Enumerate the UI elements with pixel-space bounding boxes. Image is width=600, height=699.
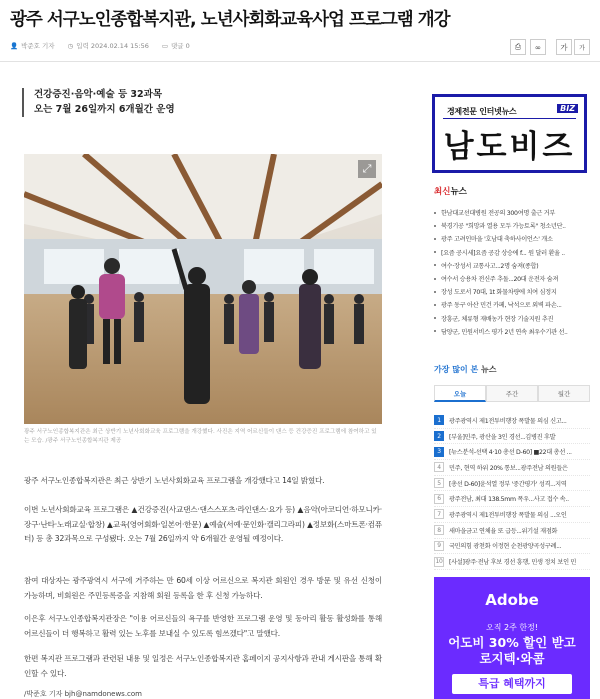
latest-news-item[interactable]: 광주 동구 아산 민건 카페, 낙석으로 외벽 파손... [434, 298, 590, 311]
ad-promo-line: 오직 2주 한정! [485, 623, 539, 632]
link-icon: ∞ [534, 42, 542, 52]
rank-number: 2 [434, 431, 444, 441]
rank-number: 7 [434, 509, 444, 519]
article-paragraph-1: 광주 서구노인종합복지관은 최근 상반기 노년사회화교육 프로그램을 개강했다고 14일 밝혔다. [24, 476, 325, 485]
ranked-news-item[interactable] [434, 413, 590, 429]
zoom-icon[interactable]: ⤢ [358, 160, 376, 178]
ranked-news-item[interactable] [434, 539, 590, 555]
ad-headline [434, 635, 590, 667]
article-meta [10, 41, 190, 50]
rank-number: 5 [434, 478, 444, 488]
ranked-news-item[interactable] [434, 444, 590, 460]
latest-news-item[interactable]: 여수서 승용차 전신주 추돌...20대 운전자 숨져 [434, 272, 590, 285]
ad-cta-button[interactable]: 특급 혜택까지 [452, 674, 572, 694]
latest-news-item[interactable]: 한남대교선대병원 전공의 300여명 출근 거부 [434, 206, 590, 219]
ranked-news-item[interactable] [434, 554, 590, 570]
ranked-news-title: [사설]광주·전남 후보 경선 흥행, 민생 정치 보인 민 [449, 559, 577, 567]
ad-headline-2: 로지텍·와콤 [479, 651, 545, 666]
font-large-label: 가 [560, 42, 568, 52]
rank-number: 8 [434, 525, 444, 535]
font-enlarge-button[interactable] [556, 39, 572, 55]
font-reduce-button[interactable] [574, 39, 590, 55]
article-paragraph-4: 이은후 서구노인종합복지관장은 "이용 어르신들의 욕구를 반영한 프로그램 운영 및 동아리 활동 활성화를 통해 어르신들이 더 행복하고 활력 있는 노후를 보내실 수 있도록 힘쓰겠다"고 말했다. [24, 614, 382, 638]
rank-number: 6 [434, 494, 444, 504]
copy-link-button[interactable] [530, 39, 546, 55]
ranked-news-item[interactable] [434, 523, 590, 539]
comment-count[interactable] [162, 41, 190, 50]
rank-number: 1 [434, 415, 444, 425]
reporter-info[interactable] [10, 41, 55, 50]
popular-news-list [434, 413, 590, 570]
ranked-news-item[interactable] [434, 460, 590, 476]
popular-news-heading [434, 364, 496, 375]
latest-news-item[interactable]: 장흥군, 체류형 재배농가 현장 기술지원 추진 [434, 312, 590, 325]
latest-news-item[interactable]: [요즘 공시세]요즘 공감 상승에 f... 원 달러 환율 .. [434, 246, 590, 259]
popular-heading-text: 뉴스 [481, 365, 497, 374]
comment-text: 댓글 0 [171, 42, 190, 50]
clock-icon: ◷ [67, 41, 74, 50]
ranked-news-title: [총선 D-60]윤석열 정부 '중간평가' 성격...지역 [449, 480, 567, 488]
subtitle-line-2: 오는 7월 26일까지 6개월간 운영 [34, 103, 175, 115]
user-icon: 👤 [10, 41, 19, 50]
article-header [0, 0, 600, 62]
ranked-news-item[interactable] [434, 476, 590, 492]
banner-tagline: 경제전문 인터넷뉴스 [447, 107, 517, 116]
date-text: 입력 2024.02.14 15:56 [76, 42, 149, 50]
latest-news-item[interactable]: 광주 고려인마을 '호남대 축하사이언스' 개소 [434, 232, 590, 245]
rank-number: 10 [435, 558, 443, 566]
print-button[interactable] [510, 39, 526, 55]
tab-monthly[interactable]: 월간 [538, 385, 590, 402]
photo-caption: 광주 서구노인종합복지관은 최근 상반기 노년사회화교육 프로그램을 개강했다. 사진은 지역 어르신들이 댄스 등 건강증진 프로그램에 참여하고 있는 모습. /광주 서구노인종합복지관 제공 [24, 429, 377, 444]
ranked-news-title: 광주광역시 제1전투비행장 폭발물 의심 신고... [449, 417, 567, 425]
latest-news-item[interactable]: 북경기공 "희망과 열용 모두 가능토록" 청소년단.. [434, 219, 590, 232]
latest-heading-text: 뉴스 [450, 187, 467, 197]
font-small-label: 가 [579, 44, 585, 52]
reporter-name: 박준호 기자 [21, 42, 55, 50]
latest-news-item[interactable]: 장성 도로서 70대, 1t 화물차량에 치여 심정지 [434, 285, 590, 298]
tab-today[interactable]: 오늘 [434, 385, 486, 402]
article-title: 광주 서구노인종합복지관, 노년사회화교육사업 프로그램 개강 [10, 10, 450, 30]
ranked-news-title: 새마을금고 연체율 또 급등...위기설 재점화 [449, 527, 558, 535]
ranked-news-title: 광주전남, 최대 138.5mm 폭우...사고 접수 속.. [449, 496, 569, 504]
tab-weekly[interactable]: 주간 [486, 385, 538, 402]
print-icon: ⎙ [515, 42, 521, 51]
ranked-news-title: 국민의힘 광천화 이정현 순천광양곡성구례... [449, 543, 562, 551]
article-paragraph-3: 참여 대상자는 광주광역시 서구에 거주하는 만 60세 이상 어르신으로 복지관 회원인 경우 방문 및 유선 신청이 가능하며, 비회원은 주민등록증을 지참해 회원 등록을 한 후 신청 가능하다. [24, 576, 382, 600]
ranked-news-item[interactable] [434, 429, 590, 445]
article-photo[interactable] [24, 154, 382, 424]
article-paragraph-2: 이번 노년사회화교육 프로그램은 ▲건강증진(사교댄스·댄스스포츠·라인댄스·요가 등) ▲음악(아코디언·하모니카·장구·난타·노래교실·합창) ▲교육(영어회화·일본어·한문) ▲예술(서예·문인화·캘리그라피) ▲정보화(스마트폰·컴퓨터) 등 총 32과목으로 구성됐다. 오는 7월 26일까지 약 6개월간 운영될 예정이다. [24, 505, 382, 543]
latest-news-item[interactable]: 담양군, 민원서비스 평가 2년 연속 최우수기관 선.. [434, 325, 590, 338]
comment-icon: ▭ [161, 41, 169, 50]
banner-brand: 남도비즈 [443, 129, 576, 165]
latest-news-heading[interactable] [434, 185, 467, 197]
popular-heading-highlight: 가장 많이 본 [434, 365, 479, 374]
article-paragraph-5: 한편 복지관 프로그램과 관련된 내용 및 일정은 서구노인종합복지관 홈페이지 공지사항과 관내 게시판을 통해 확인할 수 있다. [24, 654, 382, 678]
banner-divider [443, 118, 576, 119]
ad-headline-1: 어도비 30% 할인 받고 [448, 635, 576, 650]
ranked-news-item[interactable] [434, 491, 590, 507]
rank-number: 9 [434, 541, 444, 551]
adobe-logo: Adobe [485, 591, 539, 609]
ranked-news-title: 광주광역시 제1전투비행장 폭발물 의심 ...오인 [449, 511, 567, 519]
latest-heading-highlight: 최신 [434, 187, 451, 197]
latest-news-list [434, 206, 590, 338]
dance-class-photo [24, 154, 382, 424]
published-date [68, 41, 149, 50]
rank-number: 3 [434, 447, 444, 457]
ranked-news-item[interactable] [434, 507, 590, 523]
adobe-banner-ad[interactable] [434, 577, 590, 699]
namdobiz-banner-ad[interactable] [432, 94, 587, 173]
rank-number: 4 [434, 462, 444, 472]
banner-badge: BIZ [557, 104, 578, 113]
latest-news-item[interactable]: 여수·장성서 교통사고...2명 숨져(종합) [434, 259, 590, 272]
article-byline: /박준호 기자 bjh@namdonews.com [24, 690, 143, 698]
ranked-news-title: 민주, 현역 하위 20% 통보...광주전남 의원들은 [449, 464, 568, 472]
article-subtitle [22, 88, 175, 117]
ranked-news-title: [뉴스분석-선택 4·10 총선 D-60] ■22대 총선 ... [449, 449, 572, 457]
ranked-news-title: [부울]민주, 광산을 3인 경선...김병진 후발 [449, 433, 556, 441]
subtitle-line-1: 건강증진·음악·예술 등 32과목 [34, 89, 163, 100]
popular-tabs [434, 385, 590, 402]
